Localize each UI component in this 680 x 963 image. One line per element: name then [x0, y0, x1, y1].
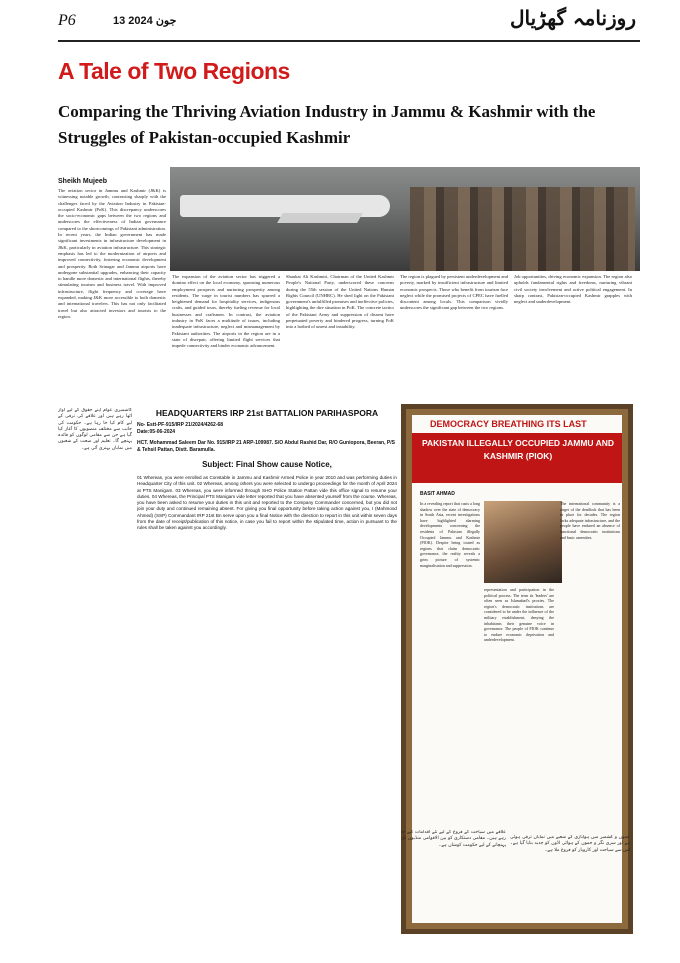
feature-column-2: representation and participation in the political process. The term its 'leaders' are often seen as Islamabad's proxies. The region's democratic institutions are considered to be under the influence of the military establishment, denying the inhabitants their genuine voice in governance. The people of PIOK continue to endure economic deprivation and underdevelopment.: [484, 587, 554, 643]
show-cause-notice: [137, 408, 397, 948]
feature-column-3: The international community is a target of the deadlock that has been in place for decades. The region lacks adequate infrastructure, and the people have endured an absence of functional democratic institutions and basic amenities.: [560, 501, 620, 540]
article-column-4: The region is plagued by persistent underdevelopment and poverty, marked by insufficient infrastructure and limited economic prospects. Those who benefit from tourism face neglect while the promised projects of CPEC have fuelled discontent among locals. This comparison vividly underscores the significant gap between the two regions.: [400, 274, 508, 311]
notice-subject: Subject: Final Show cause Notice,: [202, 460, 332, 469]
article-column-5: Job opportunities, driving economic expansion. The region also upholds fundamental rights and freedoms, nurturing vibrant civil society involvement and active political engagement. In sharp contrast, Pakistan-occupied Kashmir grapples with neglect and underdevelopment.: [514, 274, 632, 305]
article-column-2: The expansion of the aviation sector has triggered a domino effect on the local economy, spawning numerous employment prospects and nurturing prosperity among residents. The surge in tourist numbers has spurred a heightened demand for hospitality services, indigenous crafts, and guided tours, thereby fueling revenue for local businesses and craftsmen. In contrast, the aviation industry in PoK faces a multitude of issues, including inadequate infrastructure, neglect and mismanagement by Pakistani authorities. The airports in the region are in a state of disrepair, offering limited flight services that impede connectivity and hinder economic advancement.: [172, 274, 280, 349]
notice-addressee: HCT. Mohammad Saleem Dar No. 915/IRP 21 ARP-109987. S/O Abdul Rashid Dar, R/O Guniopora, Beeran, P/S & Tehsil Pattan, Distt. Baramulla.: [137, 440, 395, 453]
feature-column-1: In a revealing report that casts a long shadow over the state of democracy in South Asia, recent investigations have highlighted alarming developments concerning the residents of Pakistan illegally Occupied Jammu and Kashmir (PIOK). Despite being touted as regions that claim democratic governance, the reality reveals a grim picture of systemic marginalisation and suppression.: [420, 501, 480, 568]
feature-photo: [484, 501, 562, 583]
crowd-graphic: [410, 187, 635, 271]
article-byline: Sheikh Mujeeb: [58, 178, 108, 185]
feature-top-line: DEMOCRACY BREATHING ITS LAST: [430, 419, 587, 429]
article-column-3: Shaukat Ali Kashmiri, Chairman of the United Kashmir People's National Party, underscored these concerns during the 55th session of the United Nations Human Rights Council (UNHRC). He shed light on the Pakistani government's unfulfilled promises and ineffective policies, highlighting the dire situation in PoK. The concrete tactics of the Pakistani Army and suppression of dissent have perpetuated poverty and hindered progress, turning PoK into a hotbed of unrest and instability.: [286, 274, 394, 330]
notice-ref-no: No- Estt-PF-915/IRP 21/2024/4262-68: [137, 422, 224, 428]
urdu-column-left: کاشمیری عوام اپنے حقوق کے لیے آواز اٹھا رہے ہیں اور علاقے کی ترقی کے لیے کام کیا جا رہا ہے۔ حکومت کی جانب سے مختلف منصوبوں کا آغاز کیا گیا ہے جن سے مقامی لوگوں کو فائدہ پہنچے گا۔ تعلیم اور صحت کے شعبوں میں نمایاں بہتری آئی ہے۔: [58, 408, 132, 451]
article-photo: [170, 167, 640, 271]
article-column-1: The aviation sector in Jammu and Kashmir (J&K) is witnessing notable growth, contrasting sharply with the challenges faced by the Aviation Industry in Pakistan-occupied Kashmir (PoK). This discrepancy underscores the socio-economic gaps between the two regions and underscores the effectiveness of Indian governance compared to the shortcomings of Pakistani administration. In recent years, the Indian government has made significant investments in infrastructure development in J&K, particularly in aviation infrastructure. This strategic emphasis has led to the modernization of airports and improved connectivity, fostering economic development and prosperity. Both Srinagar and Jammu airports have undergone substantial upgrades, enhancing their capacity to handle more domestic and international flights, thereby stimulating tourism and business travel. With improved infrastructure, flight frequency and coverage have expanded, making J&K more accessible to both domestic and international travelers. This has not only facilitated travel but also attracted investors and tourists to the region.: [58, 188, 166, 319]
masthead: [0, 0, 680, 44]
notice-ref-date: Date:05-06-2024: [137, 429, 176, 435]
notice-header: HEADQUARTERS IRP 21st BATTALION PARIHASPORA: [155, 408, 379, 418]
issue-date: 13 جون 2024: [113, 15, 177, 27]
feature-band-title: PAKISTAN ILLEGALLY OCCUPIED JAMMU AND KASHMIR (PIOK): [421, 438, 615, 461]
page-number: P6: [58, 12, 76, 29]
article-headline: A Tale of Two Regions: [58, 58, 290, 84]
notice-body: 01 Whereas, you were enrolled as Constable in Jammu and Kashmir Armed Police in year 2010 and was performing duties in Headquarter City of this unit. 02 Whereas, among others you were selected to undergo proceedings for the month of April 2024 at PTS Manigam. 03 Whereas, you were informed through SHO Police Station Pattan vide this office signal to resume your duties. 04 Whereas, the Principal PTS Manigam vide letter reported that you have absented yourself from the course. Whereas, you have been asked to resume your duties in this unit and reported to the Company Commander concerned, but you did not join your duty and continued remaining absent. For giving you final opportunity before taking action against you, I (Mahmood Ahmed) (SSP) Commandant IRP 21st Bn serve upon you a final Notice with the direction to report in this unit within seven days from the date of receipt/publication of this notice, in case you fail to report within the stipulated time, action in pursuant to the rules shall be taken against you accordingly.: [137, 475, 397, 531]
article-deck: Comparing the Thriving Aviation Industry in Jammu & Kashmir with the Struggles of Pakistan-occupied Kashmir: [58, 102, 596, 147]
airplane-wing-graphic: [277, 213, 363, 223]
feature-byline: BASIT AHMAD: [420, 491, 455, 497]
paper-name: روزنامہ گھڑیال: [510, 6, 636, 30]
masthead-rule: [58, 40, 640, 42]
urdu-column-bottom-right: جموں و کشمیر میں ہوابازی کے شعبے میں نمایاں ترقی ہوئی ہے اور سری نگر و جموں کے ہوائی اڈوں کو جدید بنایا گیا ہے۔ اس سے سیاحت اور کاروبار کو فروغ ملا ہے۔: [510, 835, 630, 853]
urdu-column-bottom-middle: علاقے میں سیاحت کے فروغ کے لیے نئے اقدامات کیے جا رہے ہیں۔ مقامی دستکاری کو بین الاقوامی منڈیوں تک پہنچانے کے لیے حکومت کوشاں ہے۔: [401, 830, 506, 848]
